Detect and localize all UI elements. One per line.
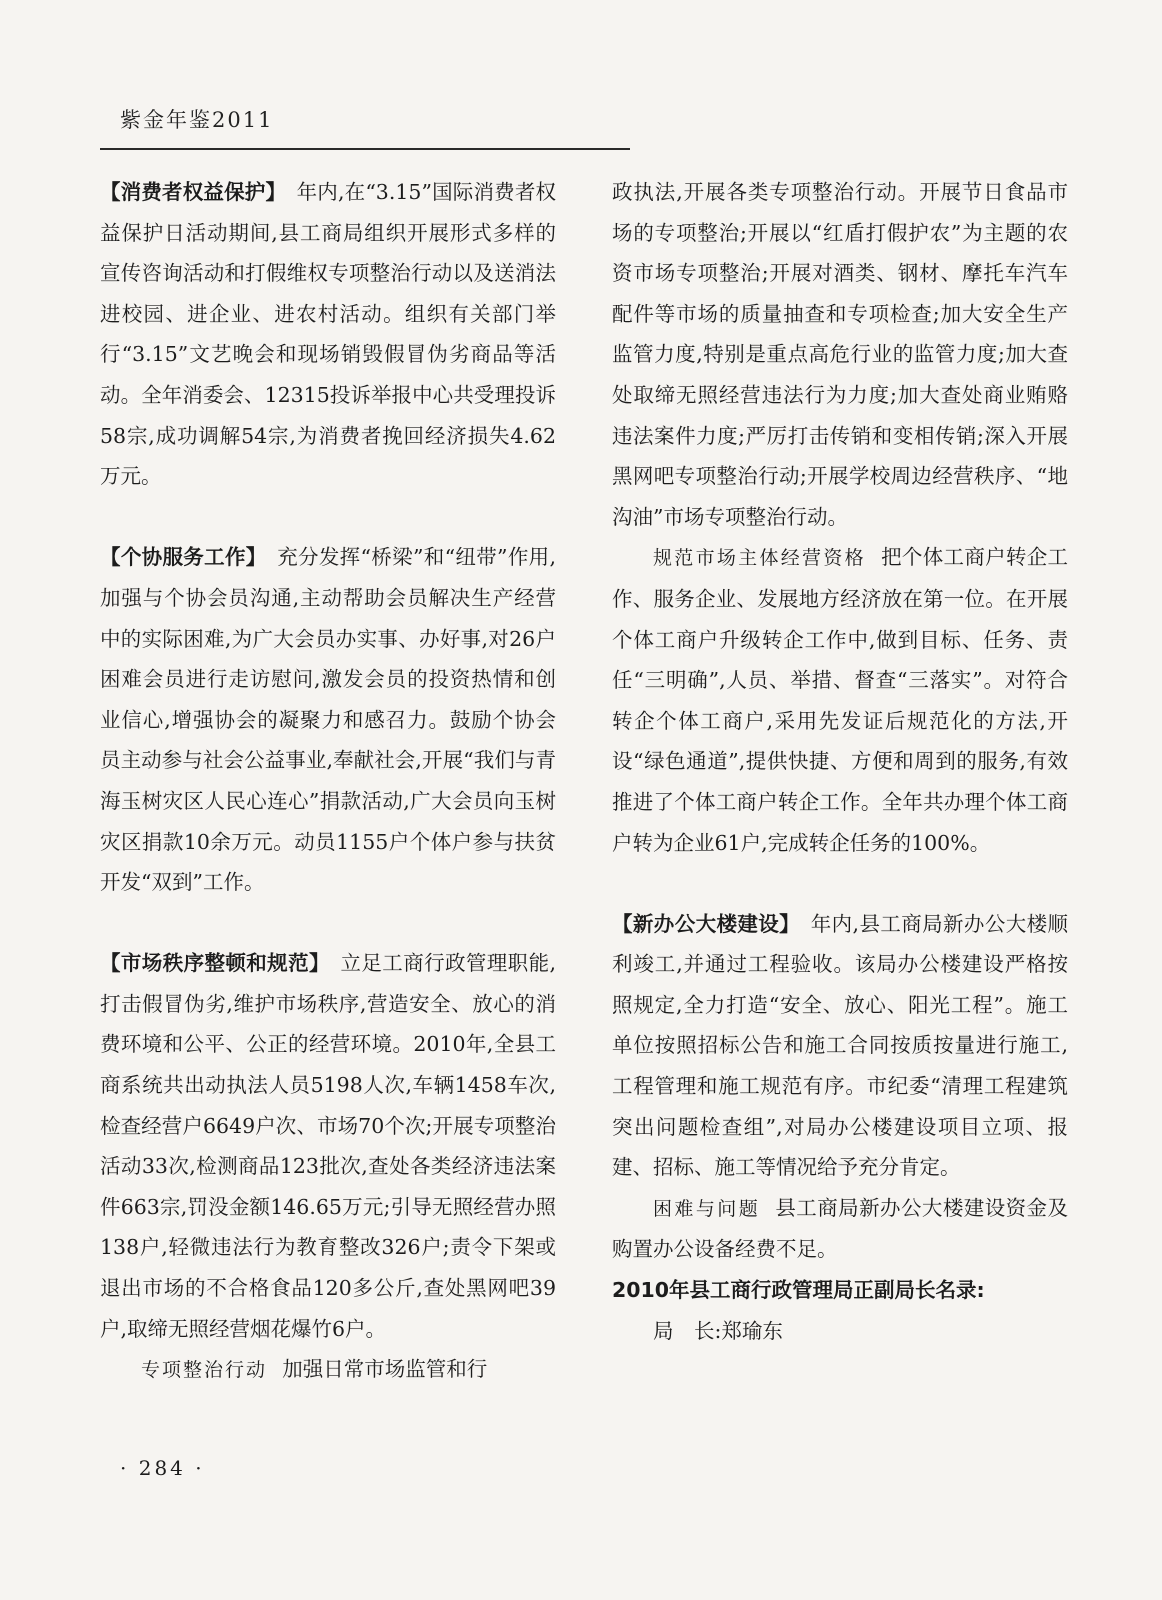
section-body: 年内,在“3.15”国际消费者权益保护日活动期间,县工商局组织开展形式多样的宣传咨询活动和打假维权专项整治行动以及送消法进校园、进企业、进农村活动。组织有关部门举行“3.15”文艺晚会和现场销毁假冒伪劣商品等活动。全年消委会、12315投诉举报中心共受理投诉58宗,成功调解54宗,为消费者挽回经济损失4.62万元。 [100,180,557,489]
subsection-body: 县工商局新办公大楼建设资金及购置办公设备经费不足。 [612,1195,1068,1262]
subsection-title: 规范市场主体经营资格 [653,547,866,570]
subsection-body: 加强日常市场监管和行 [282,1357,488,1382]
subsection-difficulties [612,1188,1068,1270]
section-heading: 【市场秩序整顿和规范】 [100,951,320,976]
subsection-title: 困难与问题 [653,1197,761,1220]
section-heading: 【个协服务工作】 [100,545,257,570]
section-body: 充分发挥“桥梁”和“纽带”作用,加强与个协会员沟通,主动帮助会员解决生产经营中的实际困难,为广大会员办实事、办好事,对26户困难会员进行走访慰问,激发会员的投资热情和创业信心,增强协会的凝聚力和感召力。鼓励个协会员主动参与社会公益事业,奉献社会,开展“我们与青海玉树灾区人民心连心”捐款活动,广大会员向玉树灾区捐款10余万元。动员1155户个体户参与扶贫开发“双到”工作。 [100,545,557,895]
section-market-order [100,943,556,1349]
section-consumer-rights [100,172,556,497]
subsection-business-qualification [612,537,1068,863]
section-body: 立足工商行政管理职能,打击假冒伪劣,维护市场秩序,营造安全、放心的消费环境和公平、公正的经营环境。2010年,全县工商系统共出动执法人员5198人次,车辆1458车次,检查经营户6649户次、市场70个次;开展专项整治活动33次,检测商品123批次,查处各类经济违法案件663宗,罚没金额146.65万元;引导无照经营办照138户,轻微违法行为教育整改326户;责令下架或退出市场的不合格食品120多公斤,查处黑网吧39户,取缔无照经营烟花爆竹6户。 [100,951,556,1341]
right-column [612,172,1068,1351]
subsection-body: 把个体工商户转企工作、服务企业、发展地方经济放在第一位。在开展个体工商户升级转企工作中,做到目标、任务、责任“三明确”,人员、举措、督查“三落实”。对符合转企个体工商户,采用先发证后规范化的方法,开设“绿色通道”,提供快捷、方便和周到的服务,有效推进了个体工商户转企工作。全年共办理个体工商户转为企业61户,完成转企任务的100%。 [612,545,1068,855]
subsection-continued: 政执法,开展各类专项整治行动。开展节日食品市场的专项整治;开展以“红盾打假护农”为主题的农资市场专项整治;开展对酒类、钢材、摩托车汽车配件等市场的质量抽查和专项检查;加大安全生产监管力度,特别是重点高危行业的监管力度;加大查处取缔无照经营违法行为力度;加大查处商业贿赂违法案件力度;严厉打击传销和变相传销;深入开展黑网吧专项整治行动;开展学校周边经营秩序、“地沟油”市场专项整治行动。 [612,180,1068,529]
subsection-special-rectification [100,1349,556,1391]
roster-director: 局 长:郑瑜东 [653,1318,783,1343]
section-heading: 【新办公大楼建设】 [612,911,790,936]
page-number: · 284 · [120,1456,205,1480]
section-association-service [100,537,556,902]
section-body: 年内,县工商局新办公大楼顺利竣工,并通过工程验收。该局办公楼建设严格按照规定,全力打造“安全、放心、阳光工程”。施工单位按照招标公告和施工合同按质按量进行施工,工程管理和施工规范有序。市纪委“清理工程建筑突出问题检查组”,对局办公楼建设项目立项、报建、招标、施工等情况给予充分肯定。 [612,911,1069,1180]
header-rule [100,148,630,150]
subsection-title: 专项整治行动 [141,1359,268,1382]
roster-title: 2010年县工商行政管理局正副局长名录: [612,1278,985,1303]
running-head: 紫金年鉴2011 [120,108,274,132]
left-column [100,172,556,1391]
section-heading: 【消费者权益保护】 [100,180,276,204]
section-new-office-building [612,904,1068,1188]
